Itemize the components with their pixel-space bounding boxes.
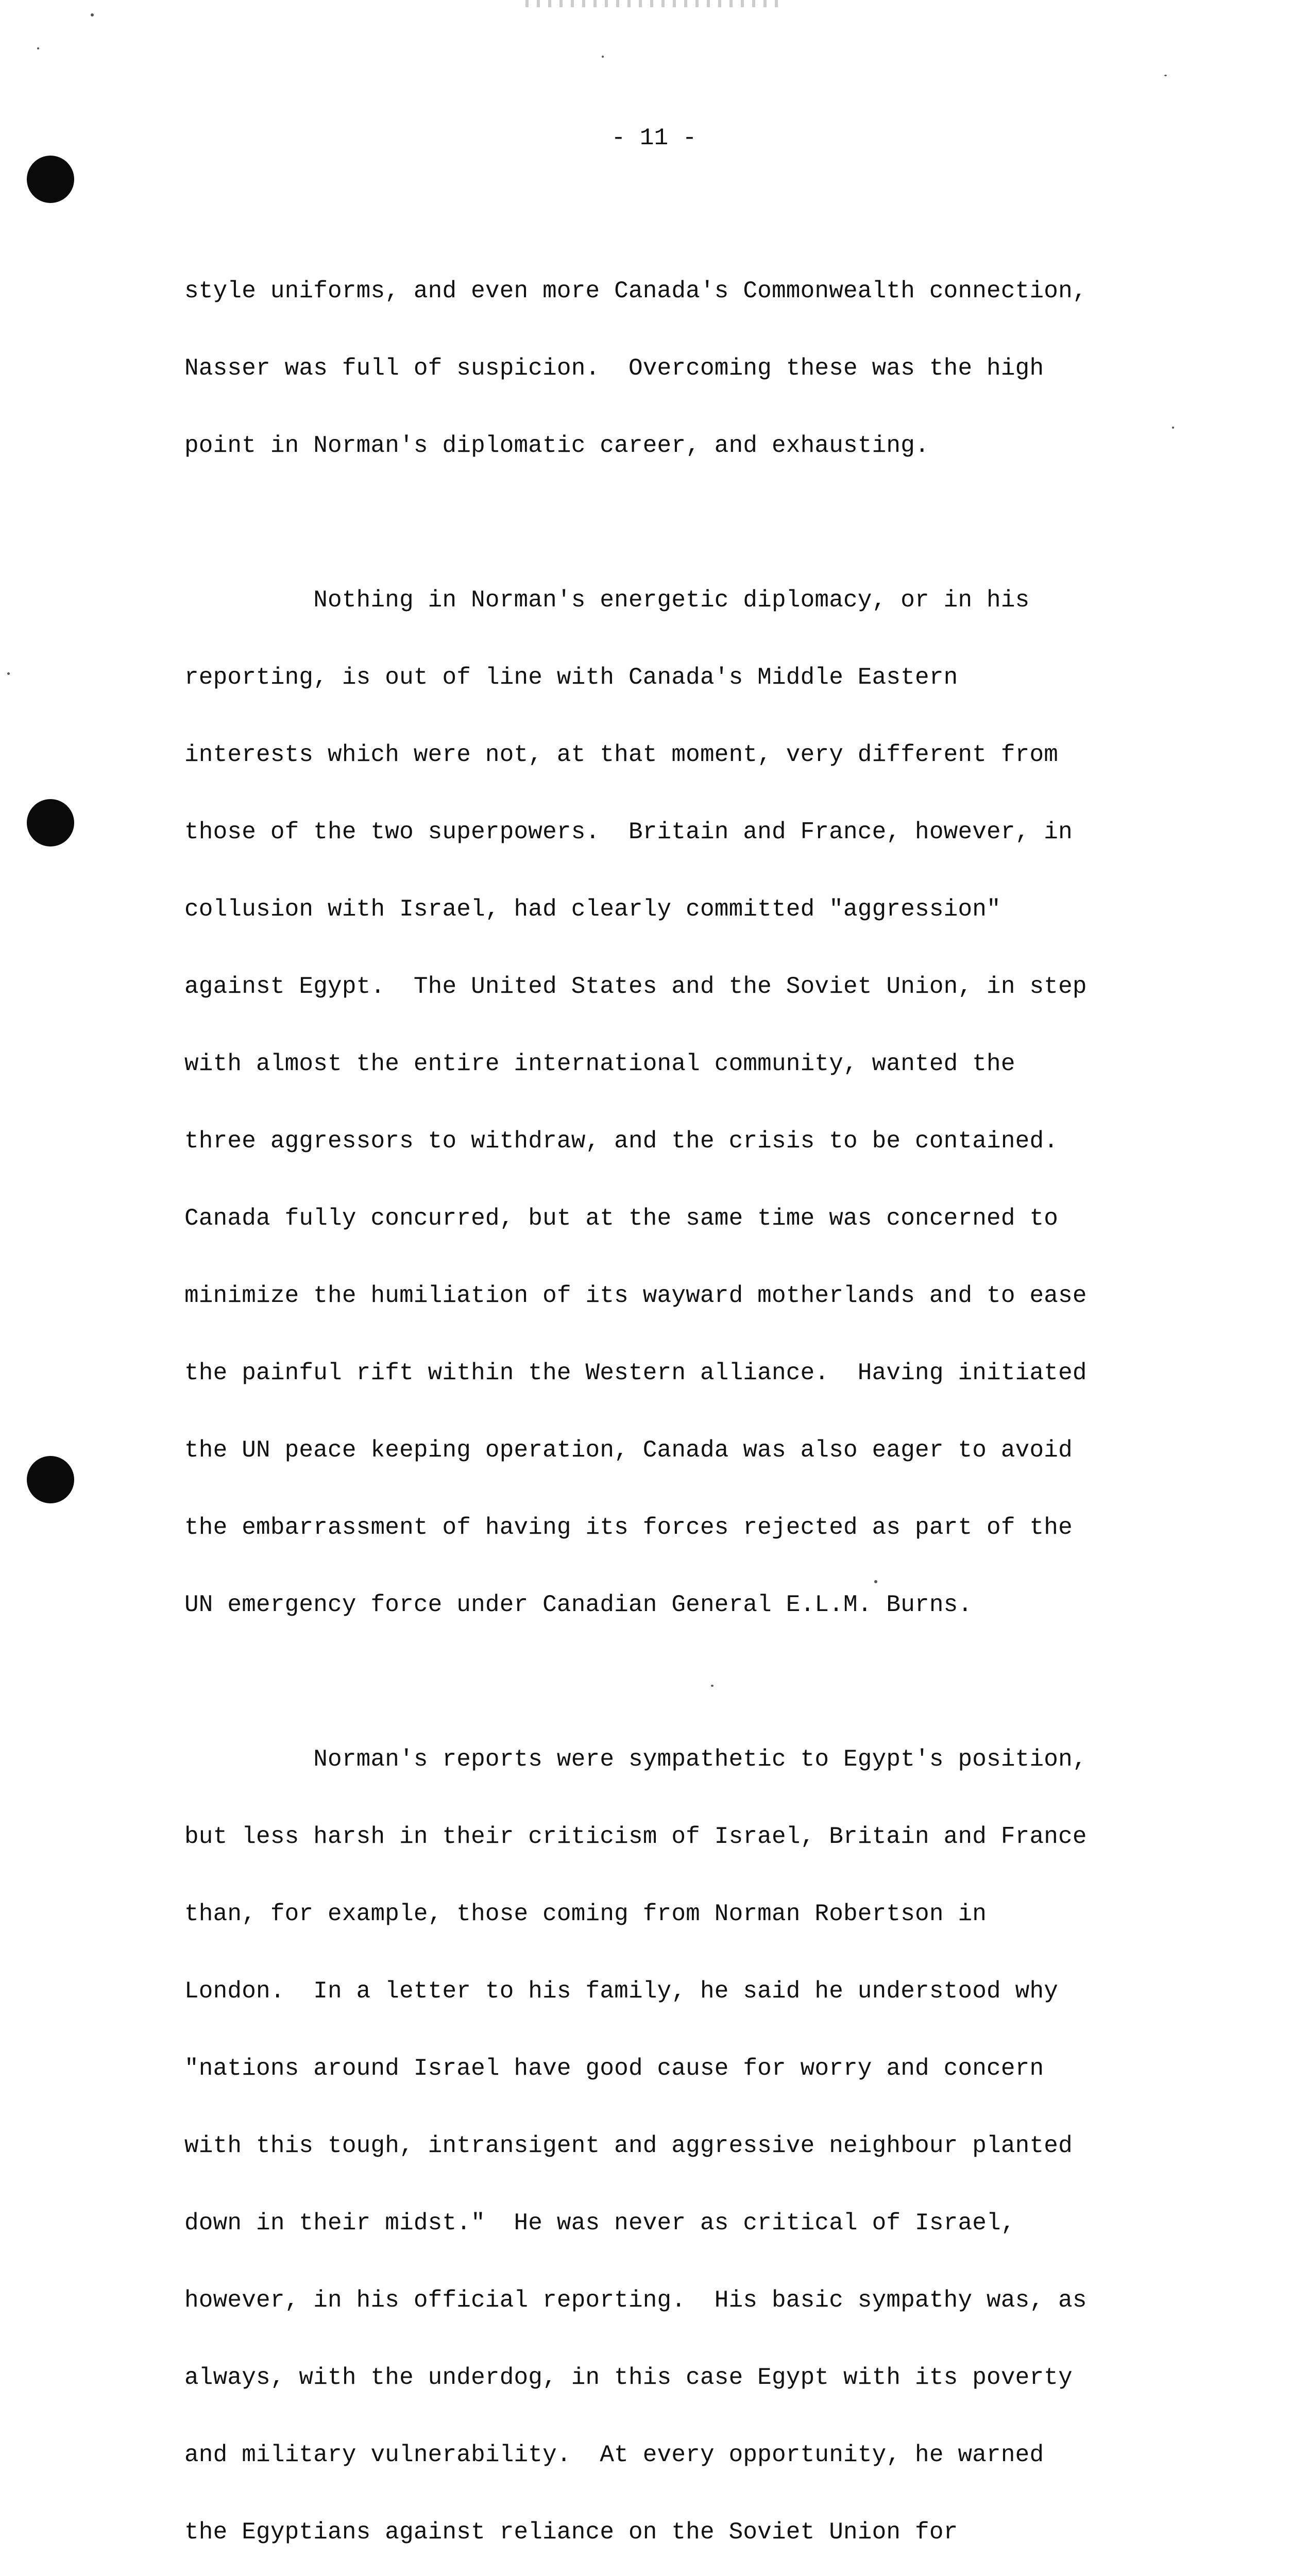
text-line: down in their midst." He was never as critical of Israel, bbox=[184, 2210, 1015, 2236]
text-line: and military vulnerability. At every opportunity, he warned bbox=[184, 2442, 1044, 2468]
scan-speck bbox=[7, 672, 10, 675]
scan-speck bbox=[1164, 75, 1167, 76]
scan-speck bbox=[91, 13, 94, 16]
punch-hole bbox=[27, 1456, 74, 1503]
punch-hole bbox=[27, 799, 74, 846]
paragraph-1 bbox=[184, 227, 1184, 510]
scan-speck bbox=[37, 47, 39, 49]
text-line: the Egyptians against reliance on the Soviet Union for bbox=[184, 2519, 958, 2546]
text-line: always, with the underdog, in this case Egypt with its poverty bbox=[184, 2364, 1073, 2391]
text-line: collusion with Israel, had clearly committed "aggression" bbox=[184, 896, 1001, 923]
text-line: those of the two superpowers. Britain and France, however, in bbox=[184, 819, 1073, 845]
scan-speck bbox=[602, 56, 604, 58]
text-line: Canada fully concurred, but at the same time was concerned to bbox=[184, 1205, 1059, 1232]
text-line: reporting, is out of line with Canada's Middle Eastern bbox=[184, 664, 958, 691]
text-line: against Egypt. The United States and the Soviet Union, in step bbox=[184, 973, 1087, 1000]
text-line: than, for example, those coming from Norman Robertson in bbox=[184, 1901, 987, 1927]
text-line: point in Norman's diplomatic career, and exhausting. bbox=[184, 432, 929, 459]
paragraph-3 bbox=[184, 1695, 1184, 2576]
text-line: "nations around Israel have good cause for worry and concern bbox=[184, 2055, 1044, 2082]
text-line: Nasser was full of suspicion. Overcoming these was the high bbox=[184, 355, 1044, 382]
paragraph-2 bbox=[184, 536, 1184, 1669]
text-line: three aggressors to withdraw, and the crisis to be contained. bbox=[184, 1128, 1059, 1155]
text-line: however, in his official reporting. His basic sympathy was, as bbox=[184, 2287, 1087, 2314]
text-line: with this tough, intransigent and aggressive neighbour planted bbox=[184, 2132, 1073, 2159]
text-line: but less harsh in their criticism of Israel, Britain and France bbox=[184, 1823, 1087, 1850]
text-line: UN emergency force under Canadian General E.L.M. Burns. bbox=[184, 1591, 973, 1618]
text-line: with almost the entire international community, wanted the bbox=[184, 1050, 1015, 1077]
text-line: Nothing in Norman's energetic diplomacy, or in his bbox=[184, 587, 1030, 614]
text-line: the embarrassment of having its forces rejected as part of the bbox=[184, 1514, 1073, 1541]
body-text bbox=[184, 227, 1184, 2576]
text-line: the painful rift within the Western alliance. Having initiated bbox=[184, 1360, 1087, 1386]
text-line: minimize the humiliation of its wayward motherlands and to ease bbox=[184, 1282, 1087, 1309]
page-number: - 11 - bbox=[611, 125, 697, 151]
text-line: Norman's reports were sympathetic to Egypt's position, bbox=[184, 1746, 1087, 1773]
text-line: London. In a letter to his family, he said he understood why bbox=[184, 1978, 1059, 2005]
text-line: the UN peace keeping operation, Canada was also eager to avoid bbox=[184, 1437, 1073, 1464]
text-line: interests which were not, at that moment, very different from bbox=[184, 741, 1059, 768]
punch-hole bbox=[27, 156, 74, 203]
scan-artifact bbox=[525, 0, 778, 7]
text-line: style uniforms, and even more Canada's Commonwealth connection, bbox=[184, 278, 1087, 304]
